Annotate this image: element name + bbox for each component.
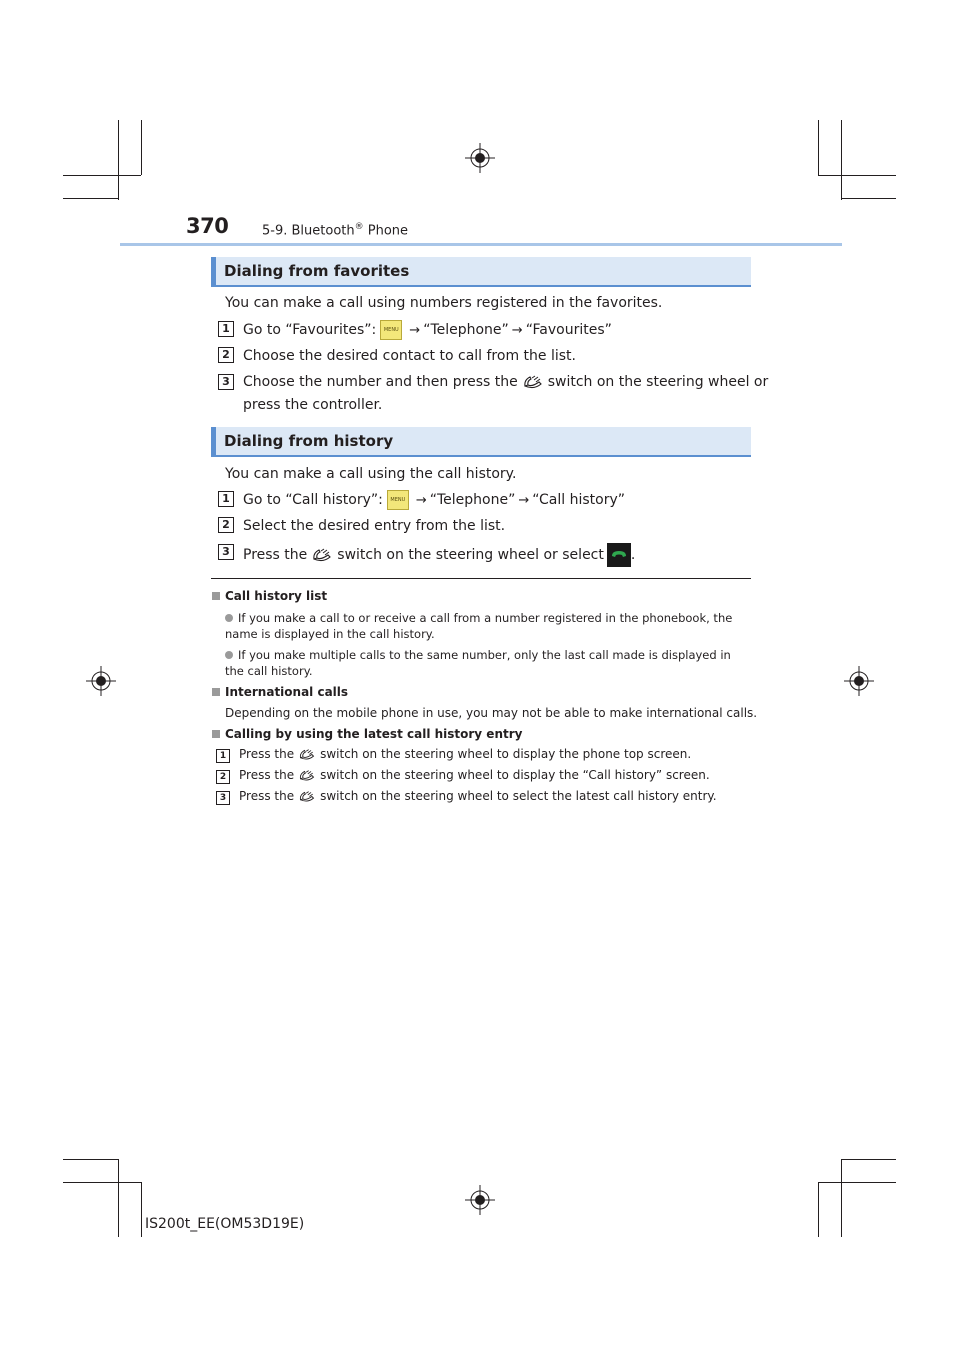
phone-switch-icon [522,374,544,390]
latest-step-3: Press the switch on the steering wheel to select the latest call history entry. [239,789,717,803]
crop-mark [841,120,842,200]
step-number: 3 [218,374,234,390]
note-bullet: If you make multiple calls to the same number, only the last call made is displayed in the call history. [225,648,731,678]
square-bullet-icon [212,688,220,696]
latest-step-2: Press the switch on the steering wheel to display the “Call history” screen. [239,768,710,782]
crop-mark [63,1182,141,1183]
phone-switch-icon [298,748,316,761]
step-number: 3 [218,544,234,560]
registration-mark-icon [844,666,874,696]
note-bullet: If you make a call to or receive a call from a number registered in the phonebook, the name is displayed in the call history. [225,611,733,641]
crop-mark [141,120,142,175]
arrow-right-icon: → [409,323,421,338]
crop-mark [63,1159,118,1160]
step-number: 1 [218,321,234,337]
crop-mark [818,1182,896,1183]
history-intro: You can make a call using the call history. [225,466,517,482]
square-bullet-icon [212,730,220,738]
latest-step-1: Press the switch on the steering wheel to display the phone top screen. [239,747,692,761]
favorites-step-2: Choose the desired contact to call from the list. [243,348,576,364]
history-step-2: Select the desired entry from the list. [243,518,506,534]
arrow-right-icon: → [415,493,427,508]
favorites-intro: You can make a call using numbers registered in the favorites. [225,295,663,311]
step-number: 2 [218,517,234,533]
menu-button-icon: MENU [387,490,409,510]
favorites-step-1: Go to “Favourites”: MENU → “Telephone” → “Favourites” [243,322,612,338]
history-step-1: Go to “Call history”: MENU → “Telephone” → “Call history” [243,492,626,508]
crop-mark [818,120,819,175]
step-number: 2 [218,347,234,363]
registration-mark-icon [465,1185,495,1215]
crop-mark [118,1159,119,1237]
crop-mark [118,120,119,200]
arrow-right-icon: → [518,493,530,508]
phone-switch-icon [311,547,333,563]
chapter-title: 5-9. Bluetooth® Phone [262,222,409,239]
history-step-3: Press the switch on the steering wheel or select . [243,543,635,567]
registration-mark-icon [465,143,495,173]
note-heading-international: International calls [212,685,348,699]
header-rule [120,243,842,246]
step-number: 1 [218,491,234,507]
call-button-icon [607,543,631,567]
section-heading-history: Dialing from history [211,427,751,457]
crop-mark [141,1182,142,1237]
crop-mark [63,198,118,199]
document-code: IS200t_EE(OM53D19E) [145,1216,305,1232]
note-heading-call-history-list: Call history list [212,589,327,603]
notes-divider [211,578,751,579]
crop-mark [818,175,896,176]
phone-switch-icon [298,769,316,782]
step-number: 2 [216,770,230,784]
menu-button-icon: MENU [380,320,402,340]
registration-mark-icon [86,666,116,696]
step-number: 3 [216,791,230,805]
crop-mark [63,175,141,176]
square-bullet-icon [212,592,220,600]
page-number: 370 [186,214,229,238]
section-heading-favorites: Dialing from favorites [211,257,751,287]
step-number: 1 [216,749,230,763]
note-international-text: Depending on the mobile phone in use, you may not be able to make international calls. [225,706,758,720]
phone-switch-icon [298,790,316,803]
favorites-step-3: Choose the number and then press the switch on the steering wheel or [243,374,769,390]
round-bullet-icon [225,614,233,622]
crop-mark [841,1159,896,1160]
crop-mark [841,198,896,199]
arrow-right-icon: → [511,323,523,338]
favorites-step-3-cont: press the controller. [243,397,383,413]
crop-mark [818,1182,819,1237]
round-bullet-icon [225,651,233,659]
crop-mark [841,1159,842,1237]
note-heading-latest-entry: Calling by using the latest call history entry [212,727,522,741]
